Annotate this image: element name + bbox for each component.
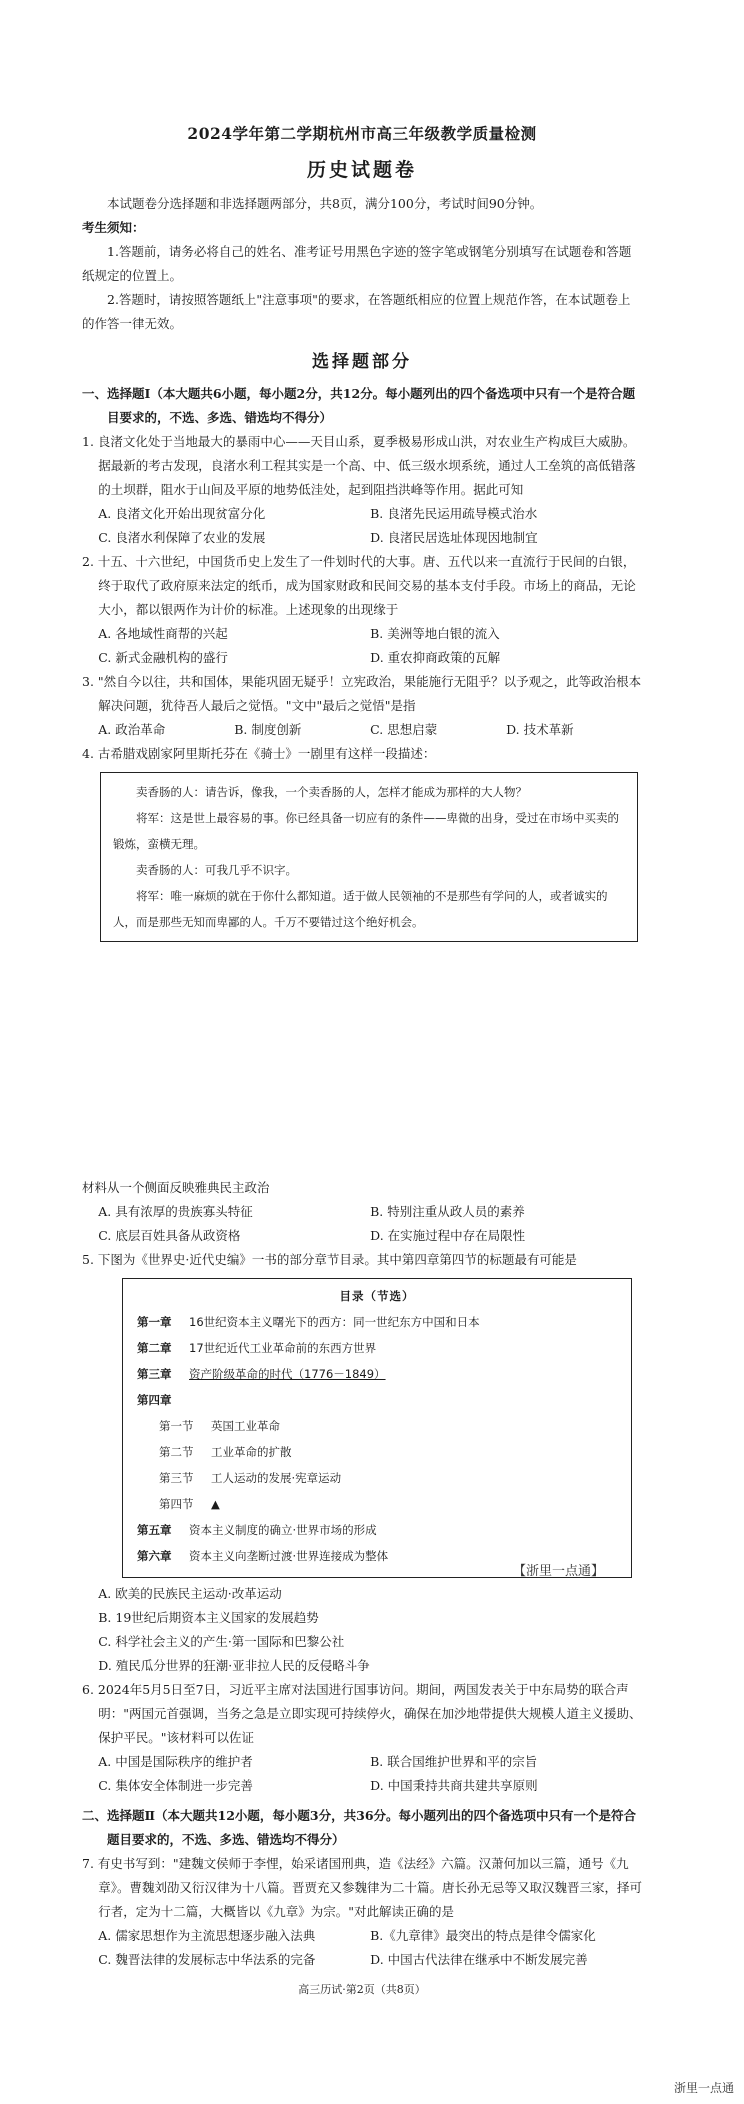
exam-subtitle: 历史试题卷 — [306, 159, 417, 181]
section-title: 选择题部分 — [312, 352, 412, 372]
option-d: D. 中国秉持共商共建共享原则 — [370, 1778, 538, 1793]
option-d: D. 在实施过程中存在局限性 — [370, 1228, 526, 1243]
option-c: C. 良渚水利保障了农业的发展 — [98, 530, 266, 545]
toc-chapter: 第四章 — [137, 1393, 172, 1407]
question-stem: 6. 2024年5月5日至7日，习近平主席对法国进行国事访问。期间，两国发表关于中东局势的联合声明："两国元首强调，当务之急是立即实现可持续停火，确保在加沙地带提供大规模人道主义援助、保护平民。"该材料可以佐证 — [82, 1682, 642, 1745]
part1-heading: 一、选择题Ⅰ（本大题共6小题，每小题2分，共12分。每小题列出的四个备选项中只有一个是符合题目要求的，不选、多选、错选均不得分） — [82, 386, 636, 425]
question-5 — [82, 1248, 642, 1678]
question-options — [82, 1582, 642, 1678]
question-options — [82, 718, 642, 742]
option-c: C. 科学社会主义的产生·第一国际和巴黎公社 — [98, 1634, 345, 1649]
option-d: D. 重农抑商政策的瓦解 — [370, 650, 501, 665]
option-b: B. 美洲等地白银的流入 — [370, 626, 500, 641]
notice-item-1: 1.答题前，请务必将自己的姓名、准考证号用黑色字迹的签字笔或钢笔分别填写在试题卷和答题纸规定的位置上。 — [82, 244, 632, 283]
question-6 — [82, 1678, 642, 1798]
blank-area — [82, 946, 642, 1176]
dialog-line: 将军：唯一麻烦的就在于你什么都知道。适于做人民领袖的不是那些有学问的人，或者诚实的人，而是那些无知而卑鄙的人。千万不要错过这个绝好机会。 — [113, 889, 608, 929]
option-a: A. 儒家思想作为主流思想逐步融入法典 — [98, 1928, 316, 1943]
dialog-line: 卖香肠的人：请告诉，像我，一个卖香肠的人，怎样才能成为那样的大人物？ — [136, 785, 527, 799]
question-stem: 3. "然自今以往，共和国体，果能巩固无疑乎！立宪政治，果能施行无阻乎？以予观之，此等政治根本解决问题，犹待吾人最后之觉悟。"文中"最后之觉悟"是指 — [82, 674, 642, 713]
option-a: A. 具有浓厚的贵族寡头特征 — [98, 1204, 253, 1219]
page-footer: 高三历试·第2页（共8页） — [298, 1983, 426, 1996]
option-b: B. 制度创新 — [234, 722, 302, 737]
toc-chapter: 第三章 资产阶级革命的时代（1776－1849） — [137, 1367, 386, 1381]
table-of-contents — [122, 1278, 632, 1578]
question-stem: 5. 下图为《世界史·近代史编》一书的部分章节目录。其中第四章第四节的标题最有可能是 — [82, 1252, 577, 1267]
blank-triangle-icon: ▲ — [211, 1497, 220, 1511]
question-7 — [82, 1852, 642, 1972]
option-c: C. 魏晋法律的发展标志中华法系的完备 — [98, 1952, 316, 1967]
toc-chapter: 第二章 17世纪近代工业革命前的东西方世界 — [137, 1341, 377, 1355]
notice-heading: 考生须知： — [82, 220, 145, 235]
question-stem: 4. 古希腊戏剧家阿里斯托芬在《骑士》一剧里有这样一段描述： — [82, 746, 436, 761]
question-tail: 材料从一个侧面反映雅典民主政治 — [82, 1180, 270, 1195]
question-1 — [82, 430, 642, 550]
watermark-corner: 浙里一点通 — [673, 2081, 734, 2095]
watermark-mid: 【浙里一点通】 — [512, 1564, 604, 1579]
toc-chapter: 第五章 资本主义制度的确立·世界市场的形成 — [137, 1523, 377, 1537]
toc-chapter: 第六章 资本主义向垄断过渡·世界连接成为整体 — [137, 1549, 389, 1563]
question-options — [82, 502, 642, 550]
dialog-line: 卖香肠的人：可我几乎不识字。 — [136, 863, 297, 877]
toc-section: 第二节 工业革命的扩散 — [159, 1445, 292, 1459]
option-d: D. 技术革新 — [506, 722, 574, 737]
option-c: C. 底层百姓具备从政资格 — [98, 1228, 241, 1243]
dialog-box — [100, 772, 638, 942]
option-b: B. 19世纪后期资本主义国家的发展趋势 — [98, 1610, 319, 1625]
notice-item-2: 2.答题时，请按照答题纸上"注意事项"的要求，在答题纸相应的位置上规范作答，在本试题卷上的作答一律无效。 — [82, 292, 631, 331]
option-c: C. 集体安全体制进一步完善 — [98, 1778, 253, 1793]
question-stem: 1. 良渚文化处于当地最大的暴雨中心——天目山系，夏季极易形成山洪，对农业生产构成巨大威胁。据最新的考古发现，良渚水利工程其实是一个高、中、低三级水坝系统，通过人工垒筑的高低错落的土坝群，阻水于山间及平原的地势低洼处，起到阻挡洪峰等作用。据此可知 — [82, 434, 636, 497]
question-4 — [82, 742, 642, 1248]
question-options — [82, 1200, 642, 1248]
question-options — [82, 1924, 642, 1972]
question-stem: 2. 十五、十六世纪，中国货币史上发生了一件划时代的大事。唐、五代以来一直流行于民间的白银，终于取代了政府原来法定的纸币，成为国家财政和民间交易的基本支付手段。市场上的商品，无论大小，都以银两作为计价的标准。上述现象的出现缘于 — [82, 554, 636, 617]
option-d: D. 良渚民居选址体现因地制宜 — [370, 530, 538, 545]
option-c: C. 新式金融机构的盛行 — [98, 650, 228, 665]
exam-summary: 本试题卷分选择题和非选择题两部分，共8页，满分100分，考试时间90分钟。 — [107, 196, 543, 211]
exam-page — [82, 118, 642, 2002]
question-3 — [82, 670, 642, 742]
toc-chapter: 第一章 16世纪资本主义曙光下的西方：同一世纪东方中国和日本 — [137, 1315, 480, 1329]
option-a: A. 各地域性商帮的兴起 — [98, 626, 228, 641]
option-b: B. 良渚先民运用疏导模式治水 — [370, 506, 538, 521]
option-a: A. 良渚文化开始出现贫富分化 — [98, 506, 266, 521]
exam-title: 2024学年第二学期杭州市高三年级教学质量检测 — [187, 124, 537, 143]
dialog-line: 将军：这是世上最容易的事。你已经具备一切应有的条件——卑微的出身，受过在市场中买卖的锻炼，蛮横无理。 — [113, 811, 619, 851]
option-a: A. 欧美的民族民主运动·改革运动 — [98, 1586, 282, 1601]
option-a: A. 中国是国际秩序的维护者 — [98, 1754, 253, 1769]
option-b: B. 特别注重从政人员的素养 — [370, 1204, 525, 1219]
toc-section: 第四节 ▲ — [159, 1497, 220, 1511]
toc-heading: 目录（节选） — [339, 1289, 415, 1303]
option-d: D. 中国古代法律在继承中不断发展完善 — [370, 1952, 588, 1967]
option-c: C. 思想启蒙 — [370, 722, 438, 737]
question-options — [82, 1750, 642, 1798]
question-stem: 7. 有史书写到："建魏文侯师于李悝，始采诸国刑典，造《法经》六篇。汉萧何加以三篇，通号《九章》。曹魏刘劭又衍汉律为十八篇。晋贾充又参魏律为二十篇。唐长孙无忌等又取汉魏晋三家，择可行者，定为十二篇，大概皆以《九章》为宗。"对此解读正确的是 — [82, 1856, 643, 1919]
option-b: B.《九章律》最突出的特点是律令儒家化 — [370, 1928, 596, 1943]
question-2 — [82, 550, 642, 670]
option-b: B. 联合国维护世界和平的宗旨 — [370, 1754, 538, 1769]
question-options — [82, 622, 642, 670]
toc-section: 第一节 英国工业革命 — [159, 1419, 280, 1433]
option-d: D. 殖民瓜分世界的狂潮·亚非拉人民的反侵略斗争 — [98, 1658, 370, 1673]
option-a: A. 政治革命 — [98, 722, 166, 737]
toc-section: 第三节 工人运动的发展·宪章运动 — [159, 1471, 342, 1485]
part2-heading: 二、选择题Ⅱ（本大题共12小题，每小题3分，共36分。每小题列出的四个备选项中只有一个是符合题目要求的，不选、多选、错选均不得分） — [82, 1808, 637, 1847]
